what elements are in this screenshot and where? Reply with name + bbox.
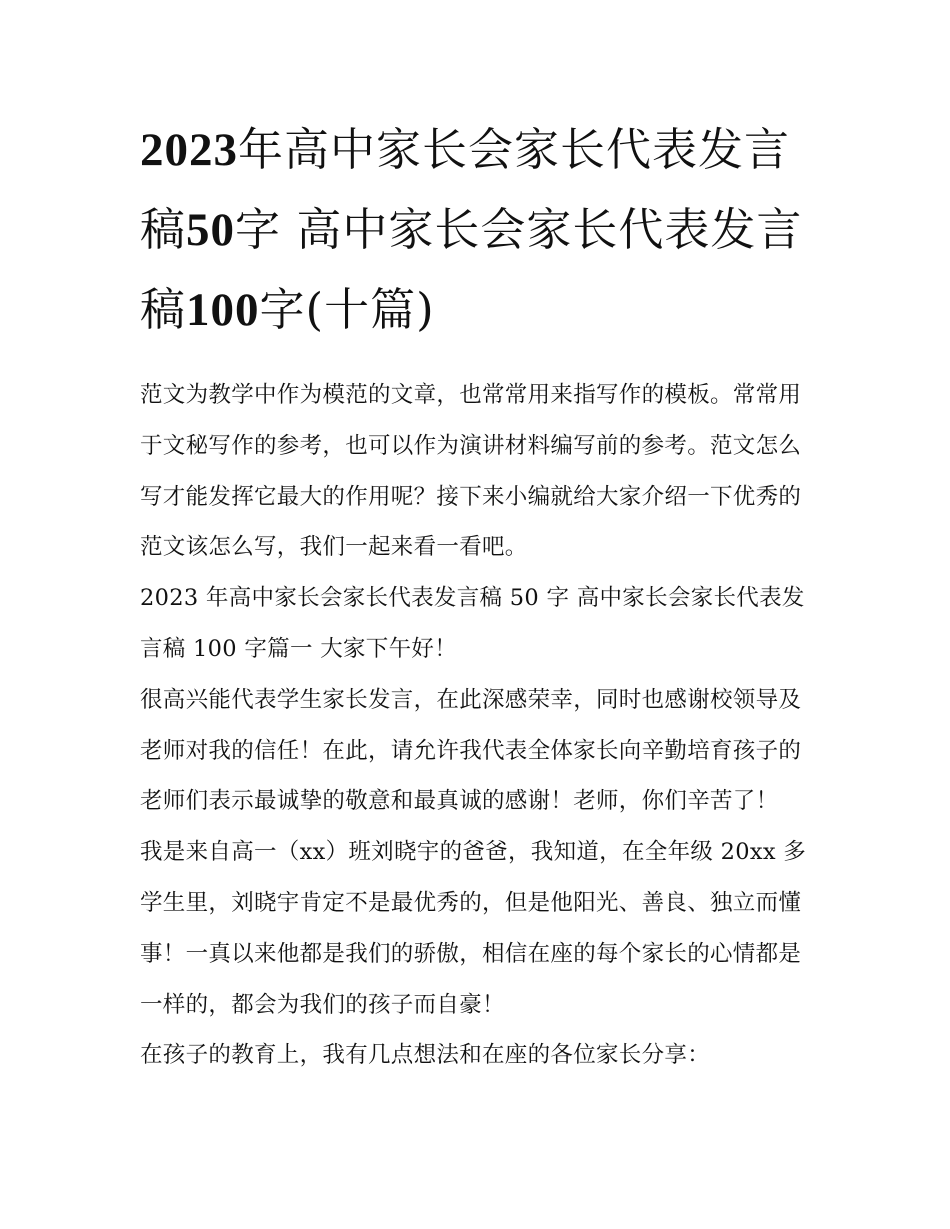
title-segment: 50 bbox=[186, 204, 236, 256]
document-title bbox=[140, 110, 820, 350]
title-segment: 年高中家长会家长代表发言稿 bbox=[140, 123, 791, 256]
document-page bbox=[140, 110, 820, 1081]
section-heading-paragraph: 2023 年高中家长会家长代表发言稿 50 字 高中家长会家长代表发言稿 100 字篇一 大家下午好！ bbox=[140, 585, 805, 662]
title-segment: 100 bbox=[186, 284, 260, 336]
body-paragraph: 很高兴能代表学生家长发言，在此深感荣幸，同时也感谢校领导及老师对我的信任！在此，请允许我代表全体家长向辛勤培育孩子的老师们表示最诚挚的敬意和最真诚的感谢！老师，你们辛苦了！ bbox=[140, 686, 802, 815]
title-segment: 字(十篇) bbox=[259, 283, 435, 336]
body-paragraph: 在孩子的教育上，我有几点想法和在座的各位家长分享： bbox=[140, 1042, 711, 1069]
title-segment: 字 高中家长会家长代表发言稿 bbox=[140, 203, 803, 336]
intro-paragraph: 范文为教学中作为模范的文章，也常常用来指写作的模板。常常用于文秘写作的参考，也可以作为演讲材料编写前的参考。范文怎么写才能发挥它最大的作用呢？接下来小编就给大家介绍一下优秀的范文该怎么写，我们一起来看一看吧。 bbox=[140, 382, 802, 561]
title-segment: 2023 bbox=[140, 124, 238, 176]
body-paragraph: 我是来自高一（xx）班刘晓宇的爸爸，我知道，在全年级 20xx 多学生里，刘晓宇肯定不是最优秀的，但是他阳光、善良、独立而懂事！一真以来他都是我们的骄傲，相信在座的每个家长的心情都是一样的，都会为我们的孩子而自豪！ bbox=[140, 839, 807, 1018]
